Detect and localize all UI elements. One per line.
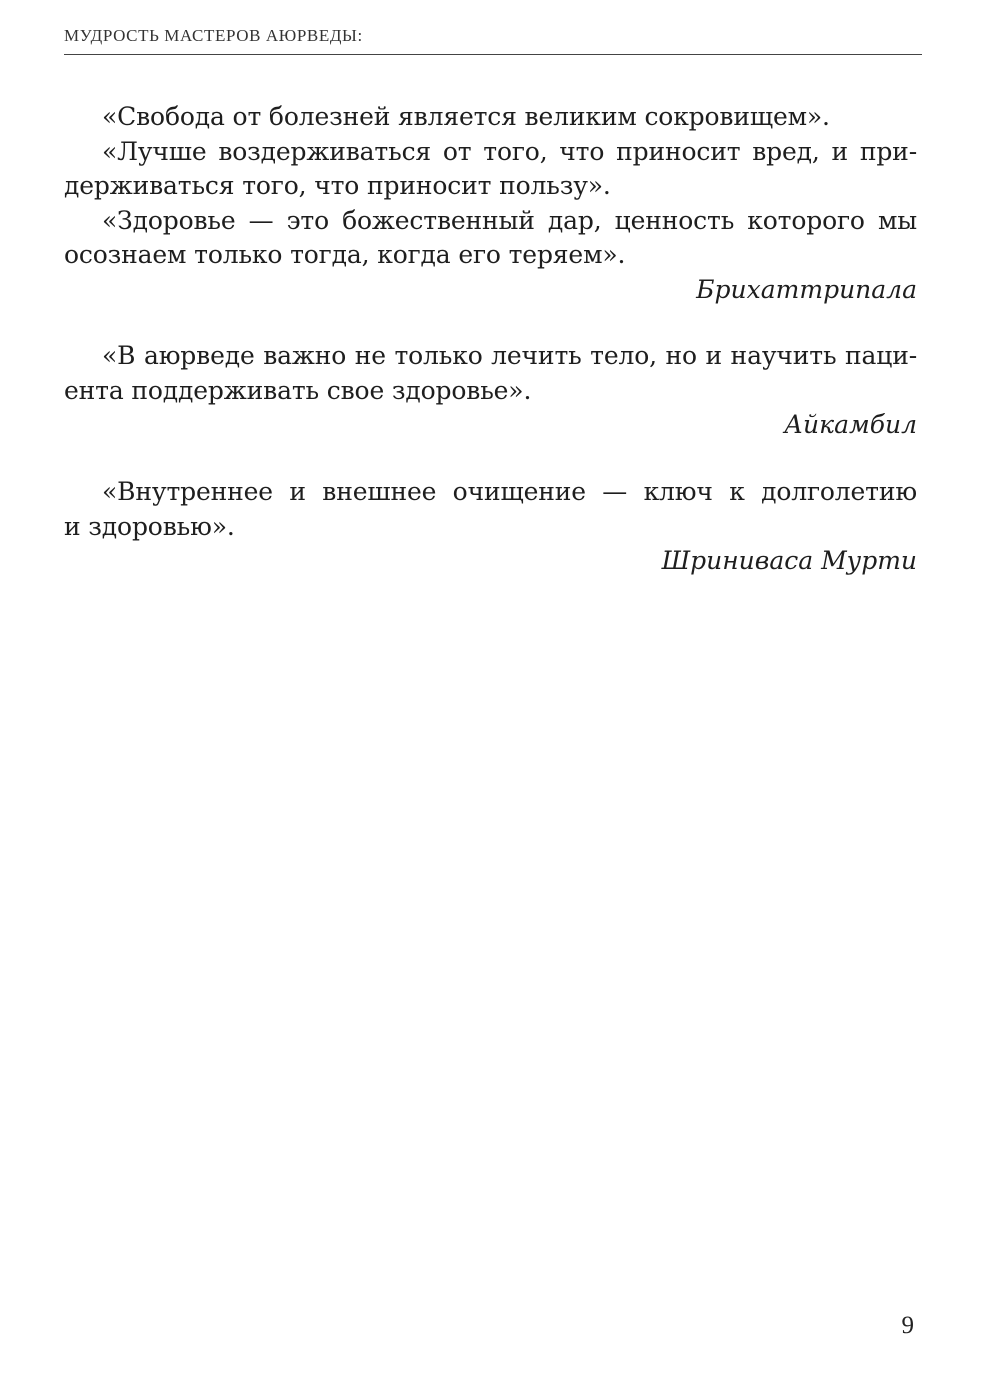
quote-block-brihattripala (64, 100, 917, 307)
quote-line: «Свобода от болезней является великим сокровищем». (102, 102, 830, 131)
quote-line: ента поддерживать свое здоровье». (64, 375, 532, 405)
quote-block-aikambil (64, 339, 917, 443)
running-head: МУДРОСТЬ МАСТЕРОВ АЮРВЕДЫ: (64, 26, 363, 45)
quote-line: осознаем только тогда, когда его теряем». (64, 240, 626, 269)
quote-block-shrinivasa-murti (64, 475, 917, 579)
header-divider (64, 54, 922, 55)
page-number: 9 (901, 1312, 914, 1339)
quote-line: «Здоровье — это божественный дар, ценность которого мы (102, 205, 917, 235)
quote-line: «Внутреннее и внешнее очищение — ключ к долголетию (102, 477, 917, 506)
quote-line: держиваться того, что приносит пользу». (64, 171, 611, 200)
quote-line: «Лучше воздерживаться от того, что приносит вред, и при- (102, 136, 917, 166)
quote-author: Шриниваса Мурти (661, 546, 917, 575)
quote-line: и здоровью». (64, 511, 235, 541)
quote-author: Брихаттрипала (696, 274, 917, 304)
quote-line: «В аюрведе важно не только лечить тело, но и научить паци- (102, 341, 917, 370)
quote-author: Айкамбил (784, 410, 917, 439)
